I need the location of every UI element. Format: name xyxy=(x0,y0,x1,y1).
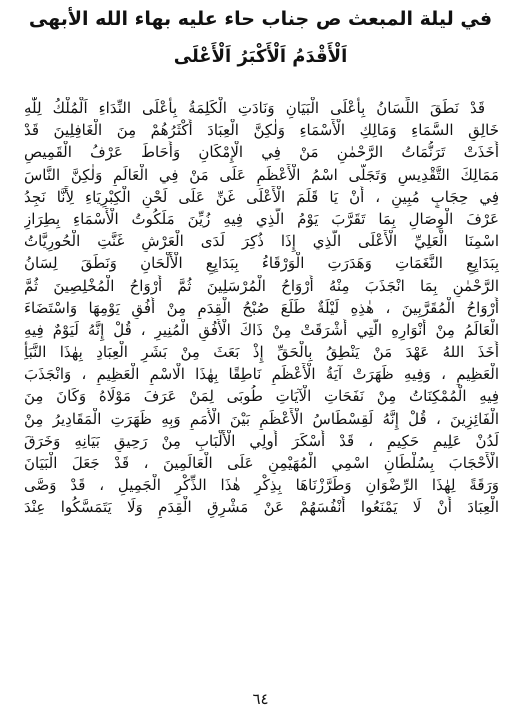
text-line: أَخَذَتْ تَرَنُّمَاتُ الرَّحْمٰنِ مَنْ فِي الْإِمْكَانِ وَأَحَاطَ عَرْفُ الْقَمِيصِ xyxy=(24,143,499,162)
text-line: الرَّحْمٰنِ بِمَا انْجَذَبَ مِنْهُ أَرْوَاحُ الْمُرْسَلِينَ ثُمَّ أَرْوَاحُ الْمُخْلِصِينَ ثُمَّ xyxy=(24,276,499,295)
text-line: أَرْوَاحُ الْمُقَرَّبِينَ ، هٰذِهِ لَيْلَةٌ طَلَعَ صُبْحُ الْقِدَمِ مِنْ أُفُقِ يَوْمِهَا وَاسْتَضَاءَ xyxy=(24,298,499,317)
body-text xyxy=(24,97,499,519)
text-line: لَدُنْ عَلِيمٍ حَكِيمٍ ، قَدْ أَسْكَرَ أُولِي الْأَلْبَابِ مِنْ رَحِيقِ بَيَانِهِ وَخَرَقَ xyxy=(24,431,499,450)
text-line: مَمَالِكَ التَّقْدِيسِ وَتَجَلَّى اسْمُ الْأَعْظَمِ عَلَى مَنْ فِي الْعَالَمِ وَلٰكِنَّ النَّاسَ xyxy=(24,165,499,184)
text-line: قَدْ نَطَقَ اللِّسَانُ بِأَعْلَى الْبَيَانِ وَنَادَتِ الْكَلِمَةُ بِأَعْلَى النِّدَاءِ اَلْمُلْكُ لِلّٰهِ xyxy=(24,99,485,117)
text-line: الْعَظِيمِ ، وَفِيهِ ظَهَرَتْ آيَةُ الْأَعْظَمِ نَاطِقًا بِهٰذَا الْاسْمِ الْعَظِيمِ ، وَانْجَذَبَ xyxy=(24,365,499,384)
text-line: عَرْفَ الْوِصَالِ بِمَا تَقَرَّبَ يَوْمُ الَّذِي فِيهِ زُيِّنَ مَلَكُوتُ الْأَسْمَاءِ بِطِرَازِ xyxy=(24,209,499,228)
text-line: وَرَقَةً لِهٰذَا الرِّضْوَانِ وَطَرَّزْنَاهَا بِذِكْرِ هٰذَا الذِّكْرِ الْجَمِيلِ ، قَدْ وَصَّى xyxy=(24,476,499,495)
text-line: الْأَحْجَابَ بِسُلْطَانِ اسْمِي الْمُهَيْمِنِ عَلَى الْعَالَمِينَ ، قَدْ جَعَلَ الْبَيَانَ xyxy=(24,454,499,472)
text-line: فِيهِ الْمُمْكِنَاتُ مِنْ نَفَحَاتِ الْآيَاتِ طُوبَى لِمَنْ عَرَفَ مَوْلَاهُ وَكَانَ مِنَ xyxy=(24,387,499,406)
page-number: ٦٤ xyxy=(252,690,269,708)
text-line: الْعِبَادَ أَنْ لَا يَمْنَعُوا أَنْفُسَهُمْ عَنْ مَشْرِقِ الْقِدَمِ وَلَا يَتَمَسَّكُوا عِنْدَ xyxy=(24,498,499,517)
text-line: الْفَائِزِينَ ، قُلْ إِنَّهُ لَقِسْطَاسُ الْأَعْظَمِ بَيْنَ الْأُمَمِ وَبِهِ ظَهَرَتِ الْمَقَادِيرُ مِنْ xyxy=(24,409,499,428)
page-title: في ليلة المبعث ص جناب حاء عليه بهاء الله الأبهى xyxy=(28,8,493,30)
text-line: فِي حِجَابٍ مُبِينٍ ، أَنْ يَا قَلَمَ الْأَعْلَى غَنِّ عَلَى لَحْنِ الْكِبْرِيَاءِ لِأَنَّا نَجِدُ xyxy=(24,187,499,206)
text-line: أَخَذَ اللهُ عَهْدَ مَنْ يَنْطِقُ بِالْحَقِّ إِذْ بَعَثَ مِنْ بَشَرِ الْعِبَادِ بِهٰذَا النَّبَأِ xyxy=(24,343,499,362)
text-line: خَالِقِ السَّمَاءِ وَمَالِكِ الْأَسْمَاءِ وَلٰكِنَّ الْعِبَادَ أَكْثَرُهُمْ مِنَ الْغَافِلِينَ قَدْ xyxy=(24,121,499,140)
page-subtitle: اَلْأَقْدَمُ اَلْأَكْبَرُ اَلْأَعْلَى xyxy=(173,46,348,67)
text-line: بِبَدَايِعِ النَّغَمَاتِ وَهَدَرَتِ الْوَرْقَاءُ بِبَدَايِعِ الْأَلْحَانِ وَنَطَقَ لِسَانُ xyxy=(24,254,499,273)
text-line: الْعَالَمُ مِنْ أَنْوَارِهِ الَّتِي أَشْرَقَتْ مِنْ ذَاكَ الْأُفُقِ الْمُنِيرِ ، قُلْ إِنَّهُ لَيَوْمٌ فِيهِ xyxy=(24,320,499,339)
text-line: اسْمِنَا الْعَلِيِّ الْأَعْلَى الَّذِي إِذَا ذُكِرَ لَدَى الْعَرْشِ غَنَّتِ الْحُورِيَّاتُ xyxy=(24,232,499,251)
